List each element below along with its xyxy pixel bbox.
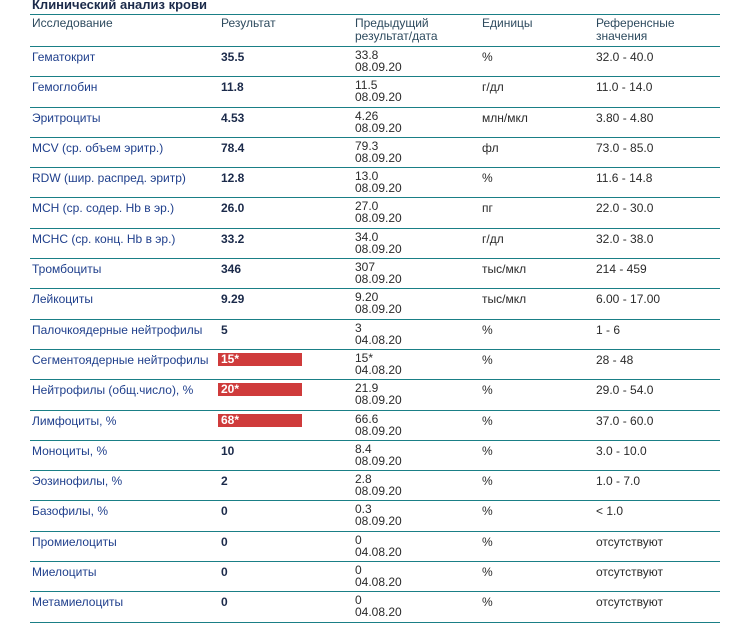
result-value: 4.53 [221, 110, 245, 125]
test-name: Палочкоядерные нейтрофилы [32, 322, 203, 337]
previous-result [355, 443, 402, 467]
test-name: Миелоциты [32, 565, 97, 580]
previous-value: 307 [355, 260, 376, 275]
previous-result [355, 382, 402, 406]
test-name: MCHC (ср. конц. Hb в эр.) [32, 231, 176, 246]
previous-result [355, 140, 402, 164]
header-reference-line2: значения [596, 29, 648, 43]
previous-date: 08.09.20 [355, 453, 402, 468]
result-value: 35.5 [221, 50, 245, 64]
reference-range: 32.0 - 40.0 [596, 50, 654, 64]
previous-result [355, 473, 402, 497]
previous-date: 04.08.20 [355, 332, 402, 347]
table-row [30, 46, 720, 76]
previous-value: 0 [355, 532, 362, 547]
previous-result [355, 534, 402, 558]
test-name: Лейкоциты [32, 292, 94, 307]
previous-value: 8.4 [355, 441, 372, 456]
test-name: Базофилы, % [32, 504, 108, 519]
unit: фл [482, 140, 499, 155]
unit: тыс/мкл [482, 292, 527, 307]
table-row [30, 440, 720, 470]
previous-result [355, 352, 402, 376]
previous-date: 08.09.20 [355, 423, 402, 438]
report-title: Клинический анализ крови [32, 0, 207, 12]
reference-range: 37.0 - 60.0 [596, 413, 654, 428]
previous-result [355, 231, 402, 255]
reference-range: 29.0 - 54.0 [596, 383, 654, 398]
result-value-flagged: 68* [218, 414, 302, 427]
result-value: 0 [221, 504, 228, 519]
reference-range: 3.0 - 10.0 [596, 443, 647, 458]
reference-range: 3.80 - 4.80 [596, 110, 654, 125]
result-value: 26.0 [221, 201, 245, 216]
unit: % [482, 474, 493, 489]
previous-date: 08.09.20 [355, 484, 402, 499]
table-row [30, 470, 720, 500]
previous-value: 2.8 [355, 472, 372, 487]
reference-range: 22.0 - 30.0 [596, 201, 654, 216]
header-result: Результат [221, 16, 276, 30]
reference-range: 32.0 - 38.0 [596, 231, 654, 246]
previous-date: 04.08.20 [355, 362, 402, 377]
table-row [30, 167, 720, 197]
previous-result [355, 322, 402, 346]
header-name: Исследование [32, 16, 113, 30]
previous-result [355, 110, 402, 134]
unit: % [482, 352, 493, 367]
unit: % [482, 383, 493, 398]
previous-result [355, 564, 402, 588]
previous-value: 27.0 [355, 199, 379, 214]
reference-range: отсутствуют [596, 534, 663, 549]
unit: г/дл [482, 231, 504, 246]
header-unit: Единицы [482, 16, 533, 30]
table-row [30, 197, 720, 227]
test-name: Нейтрофилы (общ.число), % [32, 383, 194, 398]
result-value: 5 [221, 322, 228, 337]
reference-range: 6.00 - 17.00 [596, 292, 661, 307]
previous-value: 0 [355, 593, 362, 608]
previous-date: 08.09.20 [355, 241, 402, 256]
table-row [30, 561, 720, 591]
test-name: Гемоглобин [32, 80, 98, 95]
reference-range: отсутствуют [596, 565, 663, 580]
previous-date: 04.08.20 [355, 605, 402, 620]
unit: млн/мкл [482, 110, 528, 125]
table-row [30, 107, 720, 137]
previous-date: 08.09.20 [355, 302, 402, 317]
result-value: 0 [221, 534, 228, 549]
previous-value: 15* [355, 350, 374, 365]
previous-value: 0.3 [355, 502, 372, 517]
table-row [30, 379, 720, 409]
unit: % [482, 413, 493, 428]
previous-value: 13.0 [355, 169, 379, 184]
header-reference [596, 17, 675, 43]
unit: г/дл [482, 80, 504, 95]
previous-date: 08.09.20 [355, 211, 402, 226]
reference-range: 28 - 48 [596, 352, 634, 367]
unit: % [482, 322, 493, 337]
test-name: Метамиелоциты [32, 595, 124, 610]
reference-range: отсутствуют [596, 595, 663, 610]
test-name: Лимфоциты, % [32, 413, 117, 428]
test-name: Тромбоциты [32, 262, 102, 277]
previous-result [355, 291, 402, 315]
table-header [30, 14, 720, 49]
result-value: 9.29 [221, 292, 245, 307]
previous-result [355, 200, 402, 224]
reference-range: 73.0 - 85.0 [596, 140, 654, 155]
previous-date: 08.09.20 [355, 60, 402, 74]
table-row [30, 349, 720, 379]
table-row [30, 76, 720, 106]
unit: тыс/мкл [482, 262, 527, 277]
test-name: Эритроциты [32, 110, 101, 125]
previous-result [355, 261, 402, 285]
table-row [30, 258, 720, 288]
result-value: 33.2 [221, 231, 245, 246]
previous-value: 9.20 [355, 290, 379, 305]
unit: % [482, 595, 493, 610]
unit: % [482, 171, 493, 186]
previous-date: 08.09.20 [355, 393, 402, 408]
previous-value: 33.8 [355, 48, 379, 62]
previous-date: 08.09.20 [355, 90, 402, 105]
result-value: 346 [221, 262, 242, 277]
previous-date: 08.09.20 [355, 120, 402, 135]
unit: % [482, 443, 493, 458]
previous-result [355, 49, 402, 73]
previous-result [355, 503, 402, 527]
test-name: RDW (шир. распред. эритр) [32, 171, 186, 186]
previous-value: 4.26 [355, 108, 379, 123]
header-previous [355, 17, 438, 43]
previous-result [355, 594, 402, 618]
header-reference-line1: Референсные [596, 16, 675, 30]
test-name: MCH (ср. содер. Hb в эр.) [32, 201, 175, 216]
result-value-flagged: 15* [218, 353, 302, 366]
results-table-body [30, 46, 720, 622]
reference-range: 1 - 6 [596, 322, 621, 337]
table-row [30, 288, 720, 318]
previous-value: 34.0 [355, 229, 379, 244]
result-value: 0 [221, 565, 228, 580]
unit: % [482, 504, 493, 519]
table-row [30, 531, 720, 561]
previous-result [355, 413, 402, 437]
table-row [30, 500, 720, 530]
previous-value: 79.3 [355, 138, 379, 153]
result-value: 2 [221, 474, 228, 489]
page-left-margin [0, 0, 22, 632]
table-row [30, 410, 720, 440]
unit: % [482, 565, 493, 580]
result-value: 12.8 [221, 171, 245, 186]
table-row [30, 228, 720, 258]
test-name: Сегментоядерные нейтрофилы [32, 352, 209, 367]
previous-date: 08.09.20 [355, 272, 402, 287]
unit: % [482, 534, 493, 549]
table-row [30, 319, 720, 349]
previous-date: 04.08.20 [355, 575, 402, 590]
table-row [30, 137, 720, 167]
result-value: 10 [221, 443, 235, 458]
result-value: 11.8 [221, 80, 244, 95]
previous-result [355, 79, 402, 103]
previous-date: 08.09.20 [355, 181, 402, 196]
test-name: Гематокрит [32, 50, 96, 64]
previous-date: 04.08.20 [355, 544, 402, 559]
header-previous-line1: Предыдущий [355, 16, 429, 30]
table-row [30, 591, 720, 621]
reference-range: < 1.0 [596, 504, 624, 519]
reference-range: 11.6 - 14.8 [596, 171, 653, 186]
previous-value: 0 [355, 563, 362, 578]
lab-report-sheet [30, 0, 720, 632]
test-name: Эозинофилы, % [32, 474, 123, 489]
previous-value: 11.5 [355, 78, 378, 93]
previous-value: 66.6 [355, 411, 379, 426]
previous-value: 21.9 [355, 381, 379, 396]
header-previous-line2: результат/дата [355, 29, 438, 43]
reference-range: 11.0 - 14.0 [596, 80, 653, 95]
previous-date: 08.09.20 [355, 514, 402, 529]
previous-date: 08.09.20 [355, 150, 402, 165]
unit: пг [482, 201, 493, 216]
reference-range: 1.0 - 7.0 [596, 474, 641, 489]
previous-value: 3 [355, 320, 362, 335]
test-name: Моноциты, % [32, 443, 108, 458]
reference-range: 214 - 459 [596, 262, 647, 277]
test-name: MCV (ср. объем эритр.) [32, 140, 164, 155]
result-value: 0 [221, 595, 228, 610]
previous-result [355, 170, 402, 194]
test-name: Промиелоциты [32, 534, 117, 549]
table-bottom-rule [30, 622, 720, 623]
unit: % [482, 50, 493, 64]
result-value-flagged: 20* [218, 383, 302, 396]
result-value: 78.4 [221, 140, 245, 155]
